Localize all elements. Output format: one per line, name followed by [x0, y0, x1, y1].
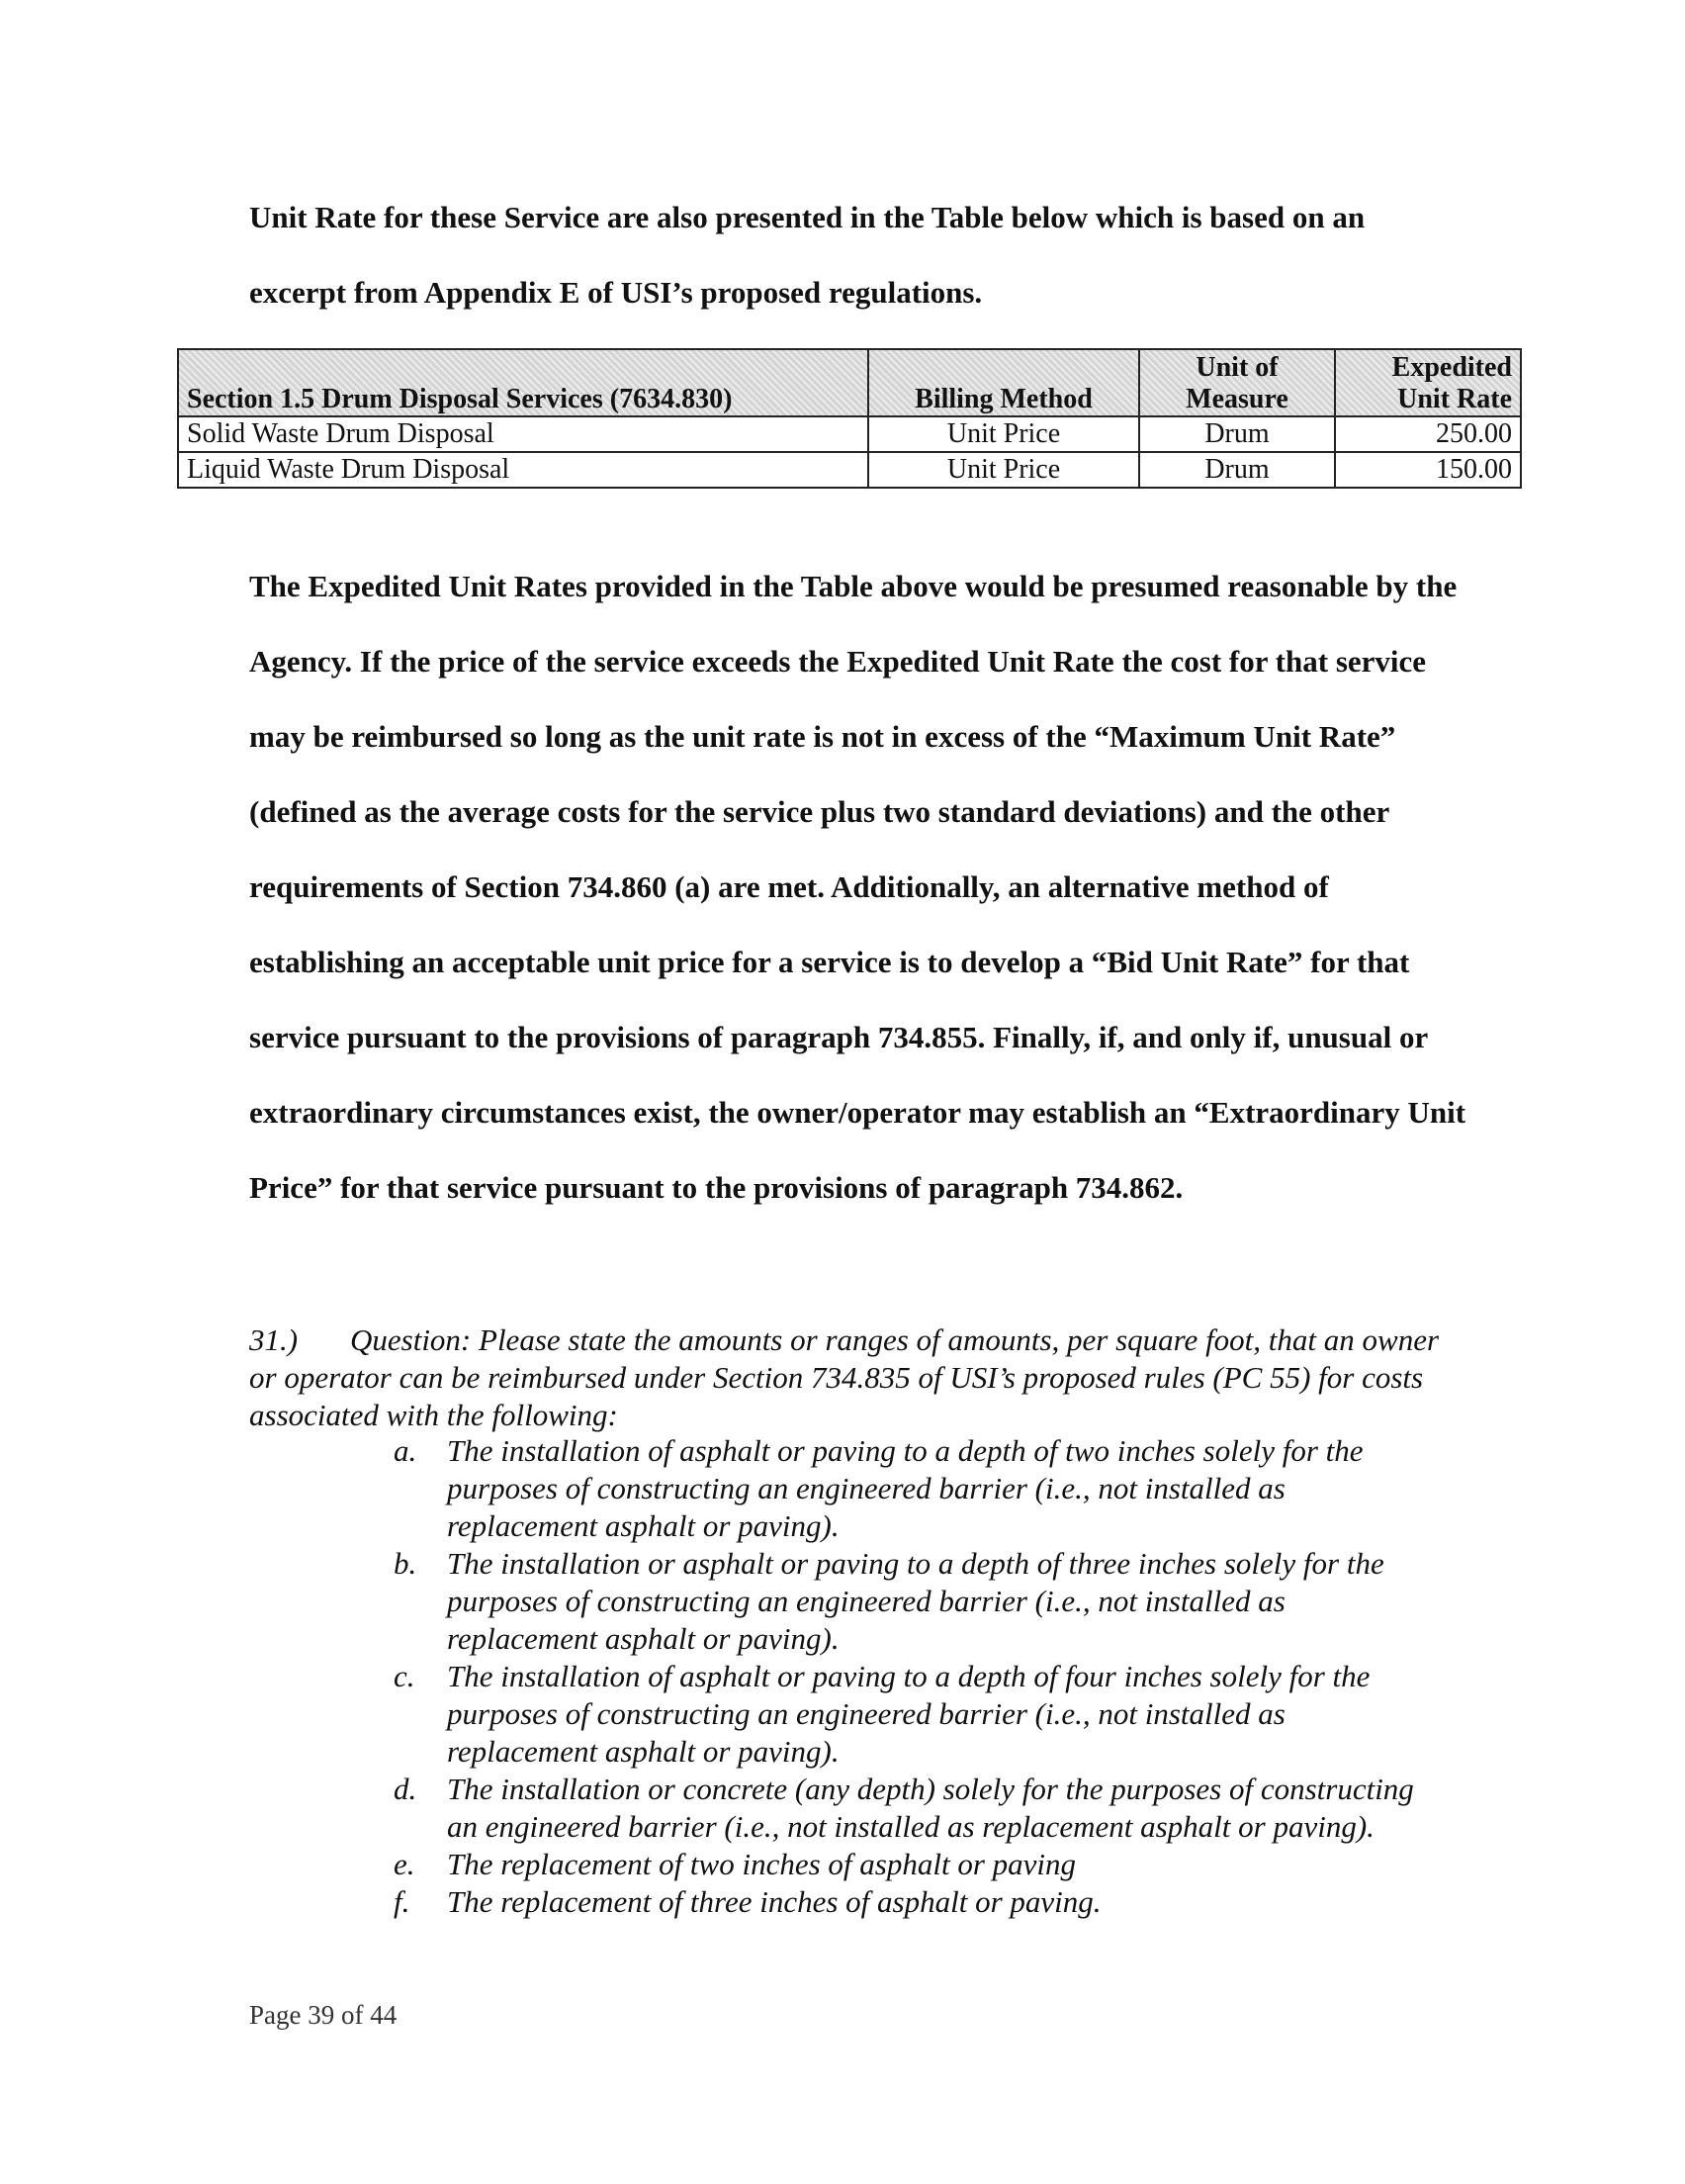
item-text: The installation of asphalt or paving to a depth of two inches solely for the purposes of constructing an engineered barrier (i.e., not installed as replacement asphalt or paving). [447, 1433, 1364, 1543]
row-service: Liquid Waste Drum Disposal [178, 452, 868, 488]
intro-text: Unit Rate for these Service are also presented in the Table below which is based on an excerpt from Appendix E of USI’s proposed regulations. [249, 200, 1366, 310]
header-section: Section 1.5 Drum Disposal Services (7634.830) [178, 349, 868, 416]
table-header-row [178, 349, 1521, 416]
drum-disposal-rates-table [177, 348, 1522, 489]
item-letter: a. [394, 1433, 417, 1468]
list-item [394, 1883, 1442, 1921]
item-text: The replacement of three inches of asphalt or paving. [447, 1884, 1102, 1919]
row-billing-method: Unit Price [868, 452, 1139, 488]
list-item [394, 1771, 1442, 1846]
explanation-text: The Expedited Unit Rates provided in the Table above would be presumed reasonable by the Agency. If the price of the service exceeds the Expedited Unit Rate the cost for that service may be reimbursed so long as the unit rate is not in excess of the “Maximum Unit Rate” (defined as the average costs for the service plus two standard deviations) and the other requirements of Section 734.860 (a) are met. Additionally, an alternative method of establishing an acceptable unit price for a service is to develop a “Bid Unit Rate” for that service pursuant to the provisions of paragraph 734.855. Finally, if, and only if, unusual or extraordinary circumstances exist, the owner/operator may establish an “Extraordinary Unit Price” for that service pursuant to the provisions of paragraph 734.862. [249, 569, 1466, 1205]
page-number: Page 39 of 44 [249, 2000, 398, 2030]
header-billing-method: Billing Method [868, 349, 1139, 416]
question-number: 31.) [249, 1322, 299, 1357]
item-text: The installation or asphalt or paving to a depth of three inches solely for the purposes of constructing an engineered barrier (i.e., not installed as replacement asphalt or paving). [447, 1546, 1384, 1656]
row-service: Solid Waste Drum Disposal [178, 416, 868, 452]
question-item-list [394, 1432, 1442, 1921]
header-unit-of-measure: Unit of Measure [1139, 349, 1335, 416]
item-text: The replacement of two inches of asphalt or paving [447, 1847, 1076, 1881]
table-row [178, 452, 1521, 488]
question-text: Question: Please state the amounts or ranges of amounts, per square foot, that an owner or operator can be reimbursed under Section 734.835 of USI’s proposed rules (PC 55) for costs associated with the following: [249, 1322, 1440, 1432]
item-letter: f. [394, 1884, 410, 1919]
explanation-paragraph [249, 549, 1475, 1226]
item-letter: b. [394, 1546, 417, 1581]
list-item [394, 1545, 1442, 1658]
list-item [394, 1432, 1442, 1545]
row-unit: Drum [1139, 416, 1335, 452]
item-text: The installation or concrete (any depth) solely for the purposes of constructing an engineered barrier (i.e., not installed as replacement asphalt or paving). [447, 1772, 1414, 1844]
list-item [394, 1846, 1442, 1883]
item-letter: d. [394, 1772, 417, 1806]
table-row [178, 416, 1521, 452]
row-rate: 150.00 [1335, 452, 1521, 488]
row-billing-method: Unit Price [868, 416, 1139, 452]
row-unit: Drum [1139, 452, 1335, 488]
item-letter: c. [394, 1659, 415, 1693]
item-text: The installation of asphalt or paving to a depth of four inches solely for the purposes of constructing an engineered barrier (i.e., not installed as replacement asphalt or paving). [447, 1659, 1371, 1769]
list-item [394, 1658, 1442, 1771]
header-expedited-unit-rate: Expedited Unit Rate [1335, 349, 1521, 416]
question-31 [249, 1321, 1456, 1434]
item-letter: e. [394, 1847, 415, 1881]
row-rate: 250.00 [1335, 416, 1521, 452]
